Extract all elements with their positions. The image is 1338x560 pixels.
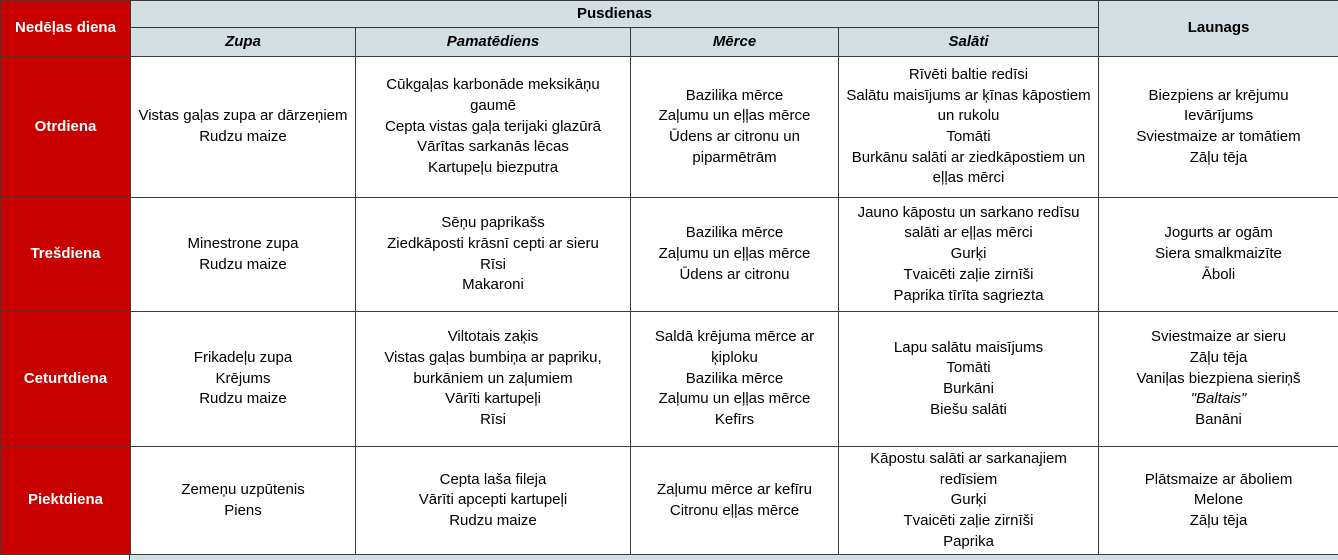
cell-zupa bbox=[131, 198, 356, 312]
cell-salati bbox=[839, 312, 1099, 447]
cell-merce bbox=[631, 198, 839, 312]
menu-item: Jogurts ar ogām bbox=[1164, 224, 1273, 242]
menu-item: Piens bbox=[224, 501, 262, 519]
menu-item: Minestrone zupa bbox=[187, 234, 299, 252]
menu-item: Kāpostu salāti ar sarkanajiem redīsiem bbox=[870, 450, 1067, 488]
menu-item: Gurķi bbox=[950, 491, 987, 509]
cell-salati bbox=[839, 57, 1099, 198]
menu-item: Burkānu salāti ar ziedkāpostiem un eļļas mērci bbox=[851, 148, 1086, 187]
day-label: Piektdiena bbox=[1, 447, 131, 555]
cell-pamatediens bbox=[356, 198, 631, 312]
day-label: Trešdiena bbox=[1, 198, 131, 312]
lunch-group-header: Pusdienas bbox=[131, 1, 1099, 28]
menu-item: Vārīti kartupeļi bbox=[445, 390, 541, 408]
cell-merce bbox=[631, 447, 839, 555]
menu-item: Cepta vistas gaļa terijaki glazūrā bbox=[385, 117, 601, 135]
menu-item: Rudzu maize bbox=[199, 390, 287, 408]
cell-salati bbox=[839, 447, 1099, 555]
menu-item: Vistas gaļas bumbiņa ar papriku, burkāniem un zaļumiem bbox=[384, 348, 602, 387]
subheader-salati: Salāti bbox=[839, 28, 1099, 57]
menu-item: Vārītas sarkanās lēcas bbox=[417, 138, 569, 156]
menu-item: Frikadeļu zupa bbox=[193, 348, 293, 366]
table-row-piektdiena bbox=[1, 447, 1338, 555]
menu-item: Paprika tīrīta sagriezta bbox=[893, 286, 1044, 304]
cell-zupa bbox=[131, 57, 356, 198]
menu-item: Jauno kāpostu un sarkano redīsu salāti ar eļļas mērci bbox=[857, 203, 1080, 242]
day-label: Otrdiena bbox=[1, 57, 131, 198]
menu-item: Rudzu maize bbox=[199, 128, 287, 145]
menu-item: Zāļu tēja bbox=[1189, 148, 1248, 166]
cell-merce bbox=[631, 57, 839, 198]
menu-item: Ziedkāposti krāsnī cepti ar sieru bbox=[387, 234, 599, 252]
menu-item: Rudzu maize bbox=[449, 512, 537, 530]
menu-item: Sviestmaize ar tomātiem bbox=[1136, 128, 1301, 145]
menu-item: Sviestmaize ar sieru bbox=[1151, 328, 1287, 346]
menu-item: Bazilika mērce bbox=[685, 224, 784, 242]
menu-item: Zemeņu uzpūtenis bbox=[181, 481, 305, 499]
menu-item: Zaļumu un eļļas mērce bbox=[658, 107, 811, 125]
menu-item: Melone bbox=[1193, 491, 1244, 509]
snack-column-header: Launags bbox=[1099, 1, 1338, 57]
subheader-zupa: Zupa bbox=[131, 28, 356, 57]
menu-item: Rīsi bbox=[480, 411, 506, 429]
cell-pamatediens bbox=[356, 447, 631, 555]
cell-zupa bbox=[131, 312, 356, 447]
menu-item: Biešu salāti bbox=[930, 400, 1007, 418]
menu-item: Bazilika mērce bbox=[685, 369, 784, 387]
group-header-row bbox=[1, 1, 1338, 28]
menu-item: Vistas gaļas zupa ar dārzeņiem bbox=[138, 107, 348, 125]
menu-item: Tvaicēti zaļie zirnīši bbox=[903, 512, 1034, 530]
menu-item: Āboli bbox=[1201, 265, 1236, 283]
menu-item: Zaļumu un eļļas mērce bbox=[658, 245, 811, 263]
menu-item: Tvaicēti zaļie zirnīši bbox=[903, 265, 1034, 283]
table-row-ceturtdiena bbox=[1, 312, 1338, 447]
cell-salati bbox=[839, 198, 1099, 312]
menu-item: Tomāti bbox=[946, 128, 991, 145]
menu-item: Kefīrs bbox=[714, 411, 755, 429]
menu-item: Cepta laša fileja bbox=[439, 470, 547, 488]
cell-launags bbox=[1099, 447, 1338, 555]
subheader-merce: Mērce bbox=[631, 28, 839, 57]
cell-launags bbox=[1099, 198, 1338, 312]
menu-item: Rudzu maize bbox=[199, 255, 287, 273]
menu-item: Makaroni bbox=[462, 276, 524, 294]
menu-item: Ūdens ar citronu un piparmētrām bbox=[669, 128, 800, 166]
menu-item: Gurķi bbox=[950, 245, 987, 263]
cell-launags bbox=[1099, 312, 1338, 447]
menu-item: Zaļumu mērce ar kefīru bbox=[656, 481, 813, 499]
menu-item: Viltotais zaķis bbox=[447, 328, 539, 346]
menu-item: Zāļu tēja bbox=[1189, 512, 1248, 530]
menu-item: Vārīti apcepti kartupeļi bbox=[418, 491, 568, 509]
menu-item: Siera smalkmaizīte bbox=[1155, 245, 1282, 263]
menu-item: Banāni bbox=[1195, 411, 1242, 429]
subheader-pamatediens: Pamatēdiens bbox=[356, 28, 631, 57]
menu-item: Lapu salātu maisījums bbox=[893, 338, 1044, 356]
menu-item: Sēņu paprikašs bbox=[441, 214, 545, 232]
cell-pamatediens bbox=[356, 57, 631, 198]
cell-pamatediens bbox=[356, 312, 631, 447]
menu-item: Citronu eļļas mērce bbox=[669, 501, 800, 519]
menu-item: Paprika bbox=[943, 532, 994, 550]
menu-item: Ūdens ar citronu bbox=[679, 265, 790, 283]
cutoff-next-row-strip bbox=[129, 555, 1338, 560]
menu-item: Krējums bbox=[215, 369, 271, 387]
menu-item: Saldā krējuma mērce ar ķiploku bbox=[654, 328, 815, 366]
menu-item: Plātsmaize ar āboliem bbox=[1144, 470, 1293, 488]
day-column-header: Nedēļas diena bbox=[1, 1, 131, 57]
table-row-otrdiena bbox=[1, 57, 1338, 198]
menu-item: Kartupeļu biezputra bbox=[427, 159, 559, 177]
menu-item: Tomāti bbox=[946, 359, 991, 377]
menu-item: "Baltais" bbox=[1190, 390, 1247, 408]
menu-item: Ievārījums bbox=[1183, 107, 1254, 125]
menu-item: Rīsi bbox=[480, 255, 506, 273]
cell-merce bbox=[631, 312, 839, 447]
menu-item: Cūkgaļas karbonāde meksikāņu gaumē bbox=[386, 76, 600, 114]
menu-item: Biezpiens ar krējumu bbox=[1148, 86, 1289, 104]
menu-item: Zāļu tēja bbox=[1189, 348, 1248, 366]
day-label: Ceturtdiena bbox=[1, 312, 131, 447]
menu-item: Salātu maisījums ar ķīnas kāpostiem un rukolu bbox=[846, 86, 1091, 125]
menu-item: Vaniļas biezpiena sieriņš bbox=[1136, 369, 1301, 387]
menu-item: Bazilika mērce bbox=[685, 86, 784, 104]
menu-item: Zaļumu un eļļas mērce bbox=[658, 390, 811, 408]
table-row-tresdiena bbox=[1, 198, 1338, 312]
menu-item: Rīvēti baltie redīsi bbox=[908, 65, 1029, 83]
menu-item: Burkāni bbox=[943, 380, 994, 397]
cell-zupa bbox=[131, 447, 356, 555]
cell-launags bbox=[1099, 57, 1338, 198]
